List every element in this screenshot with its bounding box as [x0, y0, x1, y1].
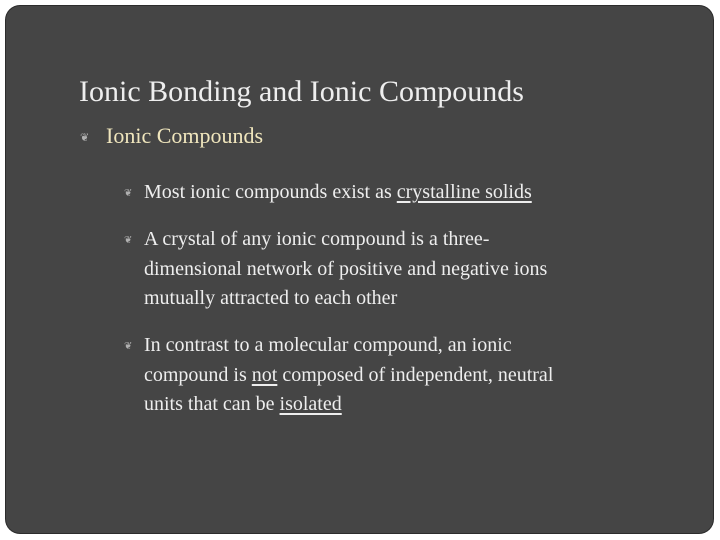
point3-line2-pre: compound is [144, 364, 252, 386]
heading-text: Ionic Compounds [106, 123, 264, 148]
slide-title: Ionic Bonding and Ionic Compounds [79, 75, 524, 108]
point1-text: Most ionic compounds exist as [144, 181, 397, 203]
point3-line3 [124, 390, 684, 419]
point3-isolated: isolated [279, 393, 342, 415]
ornament-bullet-icon: ❦ [124, 188, 133, 199]
point3-line2-mid: composed of independent, neutral [277, 364, 554, 386]
point3-line3-pre: units that can be [144, 393, 280, 415]
point3-not: not [251, 364, 278, 386]
point1-underlined: crystalline solids [396, 181, 532, 203]
bullet-point-1 [124, 178, 684, 208]
ornament-bullet-icon: ❦ [80, 132, 90, 144]
ornament-bullet-icon: ❦ [124, 235, 133, 246]
bullet-point-3 [124, 331, 684, 419]
slide [6, 6, 713, 533]
point2-line1: A crystal of any ionic compound is a three- [144, 228, 490, 250]
point3-line1: In contrast to a molecular compound, an ionic [144, 334, 512, 356]
point2-line2: dimensional network of positive and negative ions [144, 258, 548, 280]
bullet-point-2 [124, 225, 684, 313]
level1-bullet [80, 122, 263, 152]
point3-line2 [124, 361, 684, 390]
point2-line3: mutually attracted to each other [144, 287, 398, 309]
ornament-bullet-icon: ❦ [124, 341, 133, 352]
